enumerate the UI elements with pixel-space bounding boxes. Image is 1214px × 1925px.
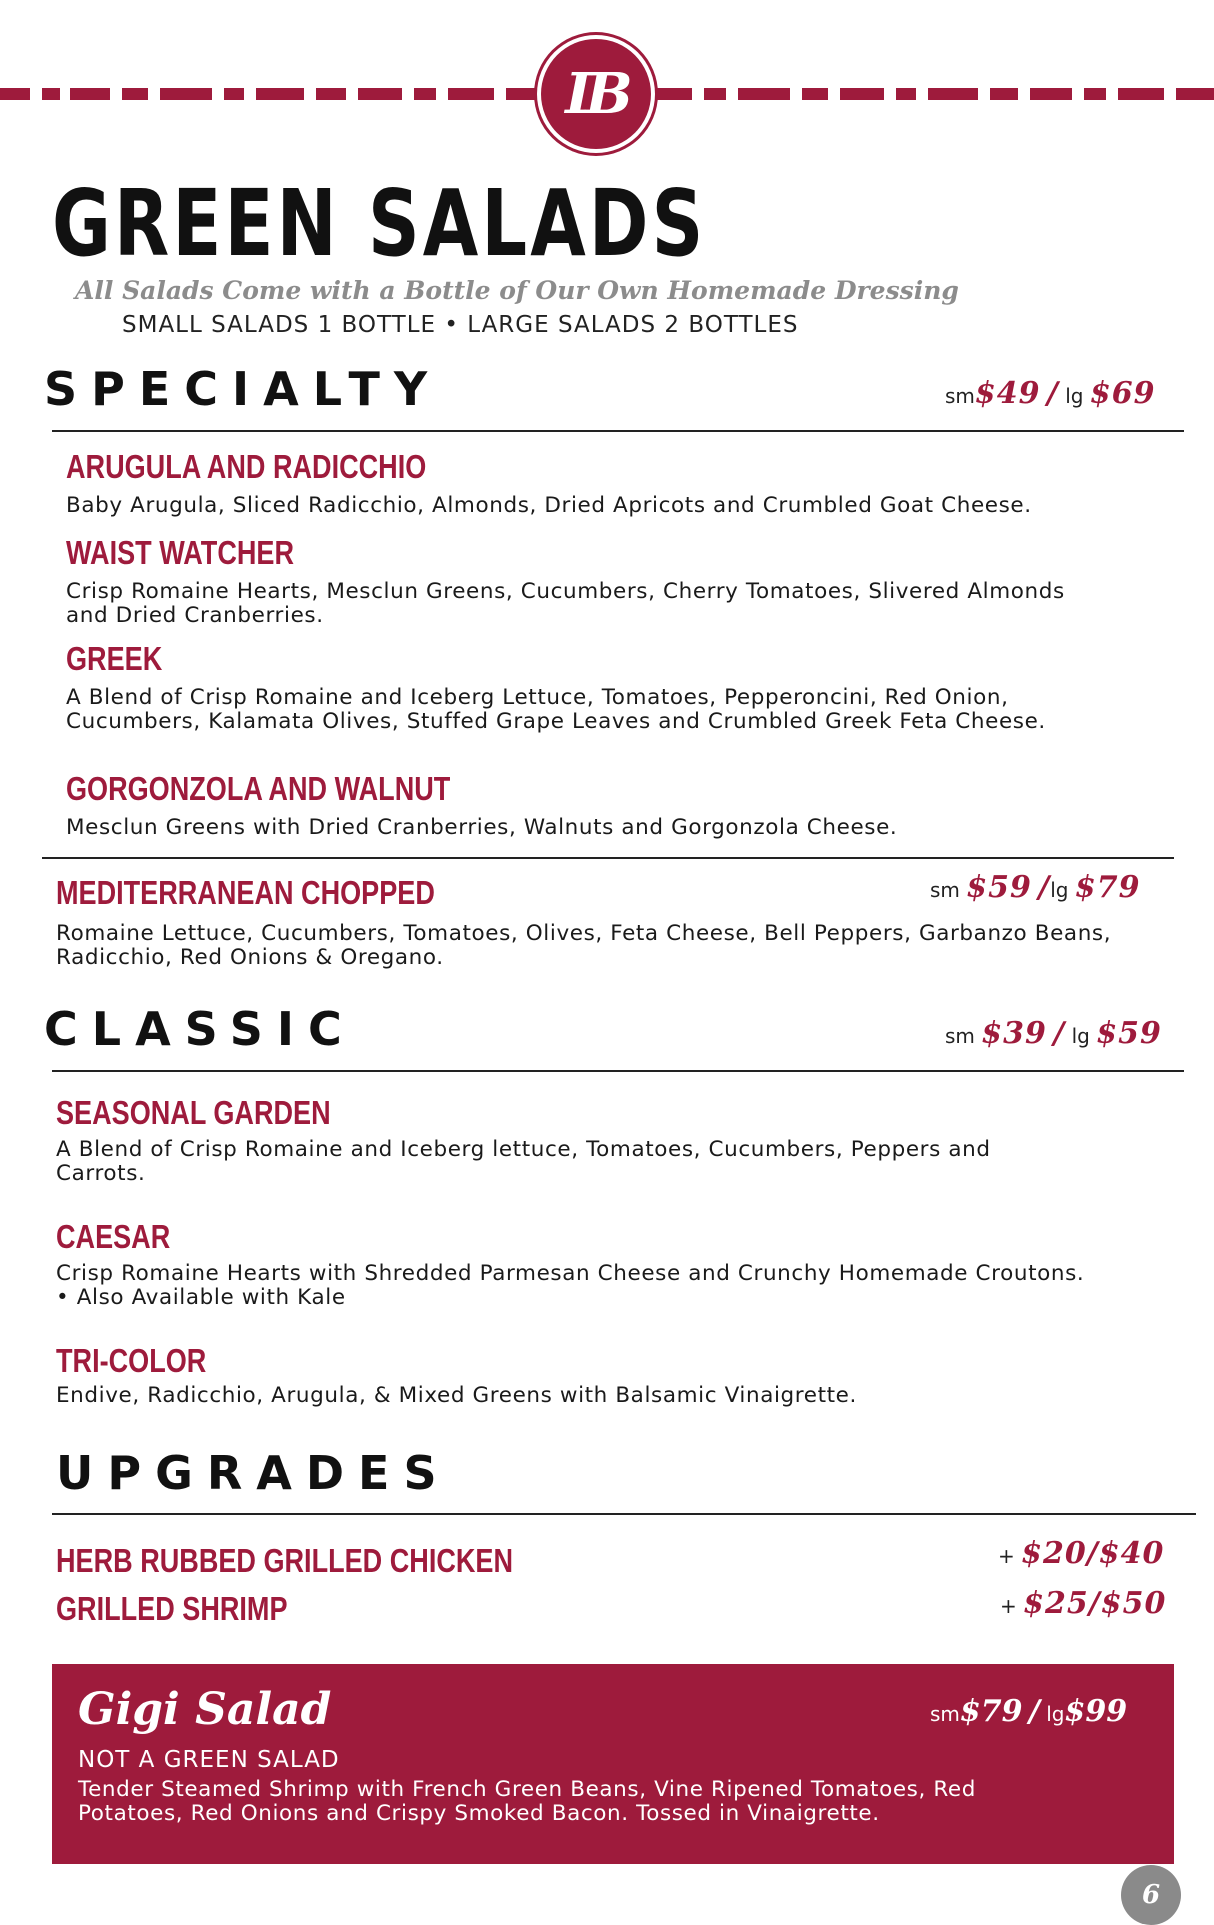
menu-item-name: ARUGULA AND RADICCHIO xyxy=(66,448,427,485)
size-small-label: sm xyxy=(945,1024,975,1048)
logo-monogram: IB xyxy=(565,61,627,127)
upgrade-price xyxy=(998,1536,1164,1571)
restaurant-logo xyxy=(541,39,651,149)
upgrade-item-name: GRILLED SHRIMP xyxy=(56,1590,288,1627)
menu-item-name: MEDITERRANEAN CHOPPED xyxy=(56,874,435,911)
section-heading-upgrades: UPGRADES xyxy=(56,1446,451,1500)
menu-item-name: WAIST WATCHER xyxy=(66,534,294,571)
size-small-label: sm xyxy=(930,878,960,902)
specialty-price xyxy=(945,376,1155,411)
page-number-badge: 6 xyxy=(1121,1865,1181,1925)
menu-item-description: Romaine Lettuce, Cucumbers, Tomatoes, Olives, Feta Cheese, Bell Peppers, Garbanzo Beans, Radicchio, Red Onions & Oregano. xyxy=(56,921,1112,970)
upgrade-price-value: $25/$50 xyxy=(1023,1586,1167,1621)
price-separator: / xyxy=(1038,870,1051,905)
menu-item-description: Baby Arugula, Sliced Radicchio, Almonds, Dried Apricots and Crumbled Goat Cheese. xyxy=(66,493,1032,518)
gigi-salad-title: Gigi Salad xyxy=(78,1684,332,1735)
menu-item-name: TRI-COLOR xyxy=(56,1342,207,1379)
size-small-label: sm xyxy=(930,1702,960,1726)
section-heading-classic: CLASSIC xyxy=(44,1002,356,1056)
menu-item-name: SEASONAL GARDEN xyxy=(56,1094,331,1131)
page-title: GREEN SALADS xyxy=(52,170,707,277)
gigi-salad-price xyxy=(930,1694,1127,1729)
size-large-label: lg xyxy=(1065,384,1084,408)
mediterranean-price xyxy=(930,870,1140,905)
classic-price xyxy=(945,1016,1162,1051)
upgrade-item-name: HERB RUBBED GRILLED CHICKEN xyxy=(56,1542,514,1579)
large-price: $79 xyxy=(1074,870,1141,905)
gigi-salad-subtitle: NOT A GREEN SALAD xyxy=(78,1747,340,1773)
menu-item-name: GORGONZOLA AND WALNUT xyxy=(66,770,451,807)
plus-sign: + xyxy=(998,1544,1015,1568)
menu-item-name: GREEK xyxy=(66,640,163,677)
gigi-salad-description: Tender Steamed Shrimp with French Green Beans, Vine Ripened Tomatoes, Red Potatoes, Red Onions and Crispy Smoked Bacon. Tossed in Vinaigrette. xyxy=(78,1777,976,1826)
price-separator: / xyxy=(1046,376,1059,411)
size-large-label: lg xyxy=(1046,1702,1065,1726)
menu-item-description: Crisp Romaine Hearts with Shredded Parmesan Cheese and Crunchy Homemade Croutons. • Also Available with Kale xyxy=(56,1261,1085,1310)
menu-item-description: A Blend of Crisp Romaine and Iceberg Lettuce, Tomatoes, Pepperoncini, Red Onion, Cucumbers, Kalamata Olives, Stuffed Grape Leaves and Crumbled Greek Feta Cheese. xyxy=(66,685,1046,734)
price-separator: / xyxy=(1053,1016,1066,1051)
large-price: $99 xyxy=(1064,1694,1128,1729)
plus-sign: + xyxy=(1000,1594,1017,1618)
size-small-label: sm xyxy=(945,384,975,408)
upgrade-price-value: $20/$40 xyxy=(1021,1536,1165,1571)
section-heading-specialty: SPECIALTY xyxy=(44,362,442,416)
section-divider xyxy=(42,857,1174,859)
small-price: $49 xyxy=(974,376,1041,411)
section-divider xyxy=(52,430,1184,432)
small-price: $59 xyxy=(966,870,1032,905)
menu-item-description: Mesclun Greens with Dried Cranberries, Walnuts and Gorgonzola Cheese. xyxy=(66,815,898,840)
menu-item-description: Crisp Romaine Hearts, Mesclun Greens, Cucumbers, Cherry Tomatoes, Slivered Almonds and Dried Cranberries. xyxy=(66,579,1065,628)
small-price: $39 xyxy=(981,1016,1047,1051)
small-price: $79 xyxy=(959,1694,1023,1729)
menu-item-name: CAESAR xyxy=(56,1218,171,1255)
dressing-note: All Salads Come with a Bottle of Our Own Homemade Dressing xyxy=(75,276,959,305)
large-price: $59 xyxy=(1096,1016,1162,1051)
size-large-label: lg xyxy=(1050,878,1069,902)
size-large-label: lg xyxy=(1071,1024,1090,1048)
section-divider xyxy=(52,1070,1184,1072)
upgrade-price xyxy=(1000,1586,1166,1621)
large-price: $69 xyxy=(1089,376,1156,411)
section-divider xyxy=(52,1513,1196,1515)
price-separator: / xyxy=(1028,1694,1040,1729)
bottle-note: SMALL SALADS 1 BOTTLE • LARGE SALADS 2 BOTTLES xyxy=(122,312,799,338)
menu-item-description: Endive, Radicchio, Arugula, & Mixed Greens with Balsamic Vinaigrette. xyxy=(56,1383,857,1408)
menu-item-description: A Blend of Crisp Romaine and Iceberg lettuce, Tomatoes, Cucumbers, Peppers and Carrots. xyxy=(56,1137,991,1186)
